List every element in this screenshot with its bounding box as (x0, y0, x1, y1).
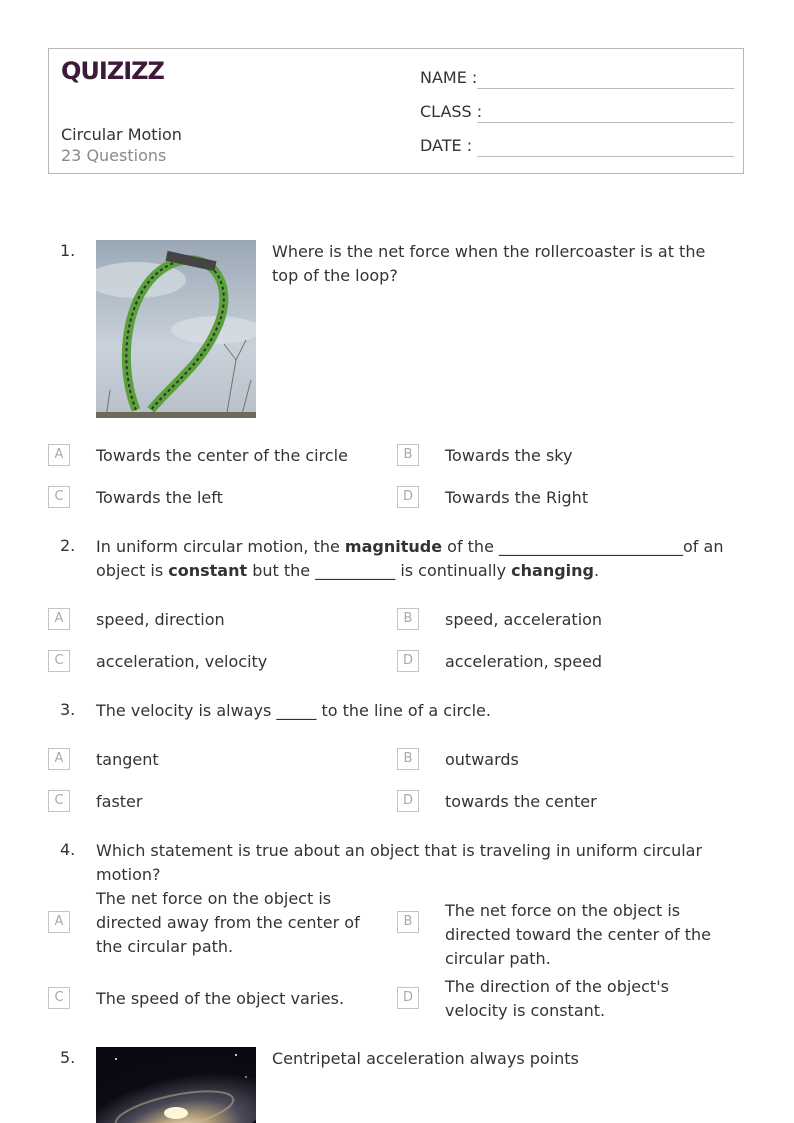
option-text-a: The net force on the object is directed away from the center of the circular path. (96, 889, 360, 956)
option-box-c[interactable]: C (48, 790, 70, 812)
class-line (477, 122, 734, 123)
option-box-b[interactable]: B (397, 444, 419, 466)
option-box-d[interactable]: D (397, 650, 419, 672)
question-number: 4. (60, 840, 76, 859)
rollercoaster-image (96, 240, 256, 418)
option-box-a[interactable]: A (48, 911, 70, 933)
worksheet-header (48, 48, 744, 174)
option-text-a: tangent (96, 750, 159, 769)
option-text-c: Towards the left (96, 488, 223, 507)
option-box-b[interactable]: B (397, 608, 419, 630)
option-text-d: Towards the Right (445, 488, 589, 507)
question-count: 23 Questions (61, 146, 167, 165)
option-box-d[interactable]: D (397, 486, 419, 508)
option-text-d: acceleration, speed (445, 652, 603, 671)
option-box-b[interactable]: B (397, 911, 419, 933)
question-text: Which statement is true about an object that is traveling in uniform circular motion? (96, 841, 703, 884)
option-text-b: outwards (445, 750, 519, 769)
date-line (477, 156, 734, 157)
question-text: Where is the net force when the rollercoaster is at the top of the loop? (272, 242, 706, 285)
question-text: Centripetal acceleration always points (272, 1049, 579, 1068)
option-box-a[interactable]: A (48, 444, 70, 466)
option-box-b[interactable]: B (397, 748, 419, 770)
option-box-c[interactable]: C (48, 987, 70, 1009)
option-text-c: acceleration, velocity (96, 652, 268, 671)
option-text-a: speed, direction (96, 610, 225, 629)
question-number: 2. (60, 536, 76, 555)
option-text-c: faster (96, 792, 143, 811)
option-text-d: The direction of the object's velocity is constant. (445, 977, 669, 1020)
name-line (477, 88, 734, 89)
class-field[interactable] (420, 101, 734, 125)
option-text-c: The speed of the object varies. (96, 989, 345, 1008)
option-box-d[interactable]: D (397, 987, 419, 1009)
option-text-b: speed, acceleration (445, 610, 603, 629)
option-text-d: towards the center (445, 792, 597, 811)
date-label: DATE : (420, 136, 473, 155)
question-number: 5. (60, 1048, 76, 1067)
quiz-title: Circular Motion (61, 125, 182, 144)
option-box-a[interactable]: A (48, 608, 70, 630)
option-text-b: Towards the sky (445, 446, 573, 465)
option-box-c[interactable]: C (48, 650, 70, 672)
option-text-a: Towards the center of the circle (96, 446, 348, 465)
quizizz-logo: QUIZIZZ (61, 57, 164, 85)
question-text: The velocity is always _____ to the line of a circle. (96, 701, 491, 720)
name-label: NAME : (420, 68, 478, 87)
date-field[interactable] (420, 135, 734, 159)
option-box-c[interactable]: C (48, 486, 70, 508)
question-number: 3. (60, 700, 76, 719)
question-text: In uniform circular motion, the magnitude of the _______________________of an object is constant but the __________ is continually changing. (96, 537, 724, 580)
name-field[interactable] (420, 67, 734, 91)
class-label: CLASS : (420, 102, 483, 121)
option-box-d[interactable]: D (397, 790, 419, 812)
question-number: 1. (60, 241, 76, 260)
option-box-a[interactable]: A (48, 748, 70, 770)
galaxy-image (96, 1047, 256, 1123)
option-text-b: The net force on the object is directed toward the center of the circular path. (445, 901, 711, 968)
